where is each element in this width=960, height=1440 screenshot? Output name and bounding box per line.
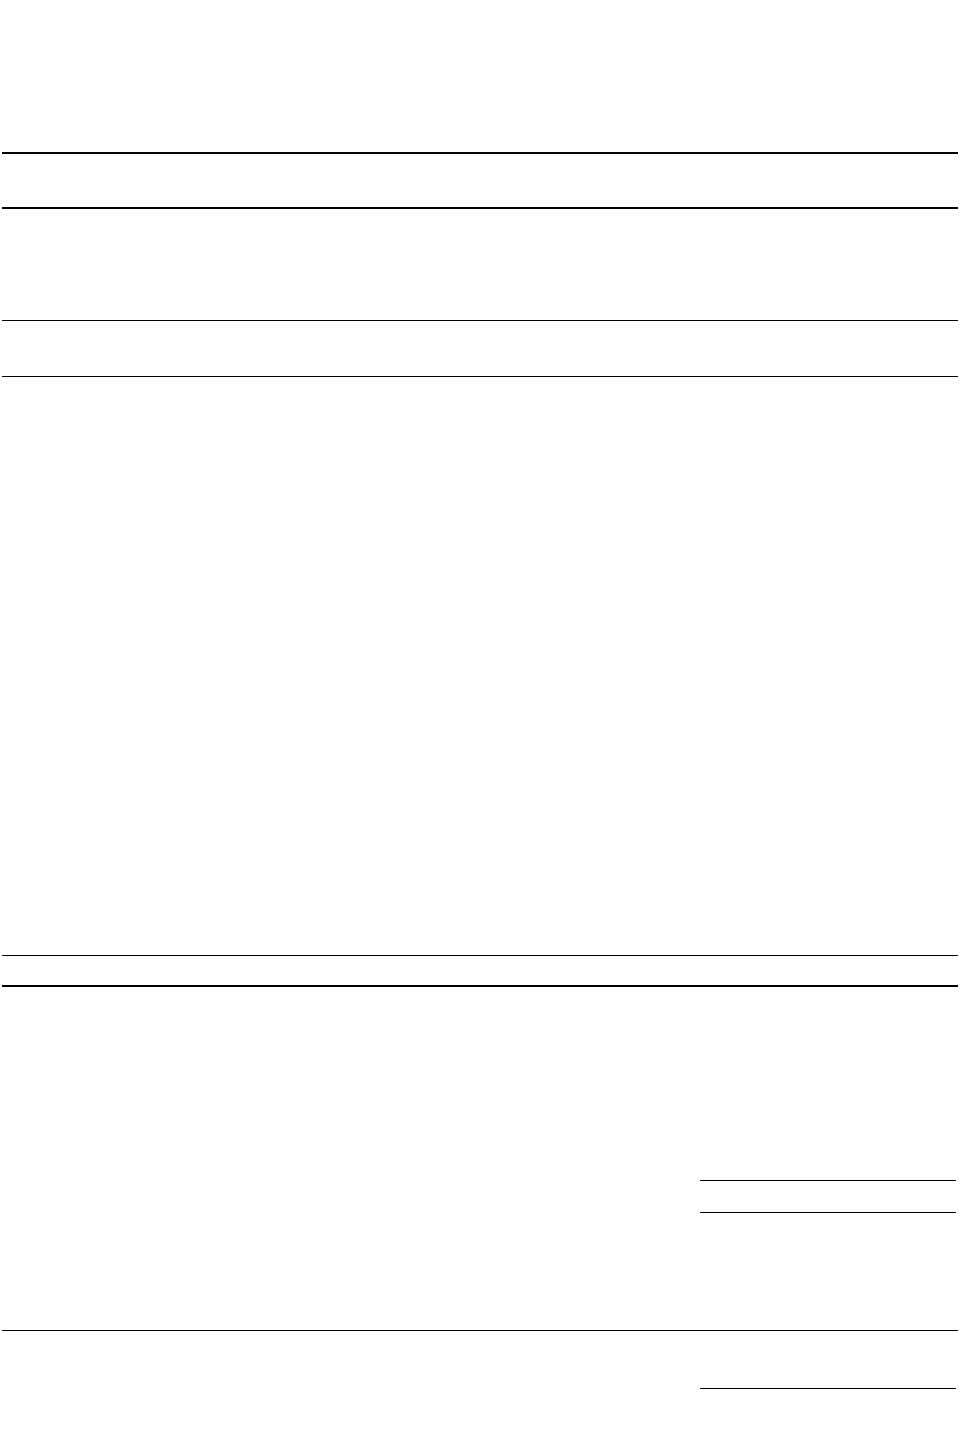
full-price-line [700, 1212, 956, 1213]
divider-line [2, 152, 958, 154]
total-bottom-line [2, 985, 958, 987]
total-top-line [2, 955, 958, 956]
final-top-line [700, 1388, 956, 1389]
divider-line [2, 1330, 958, 1331]
header-bottom-line [2, 376, 958, 377]
header-top-line [2, 320, 958, 321]
divider-line [2, 207, 958, 209]
adjusted-price-line [700, 1180, 956, 1181]
